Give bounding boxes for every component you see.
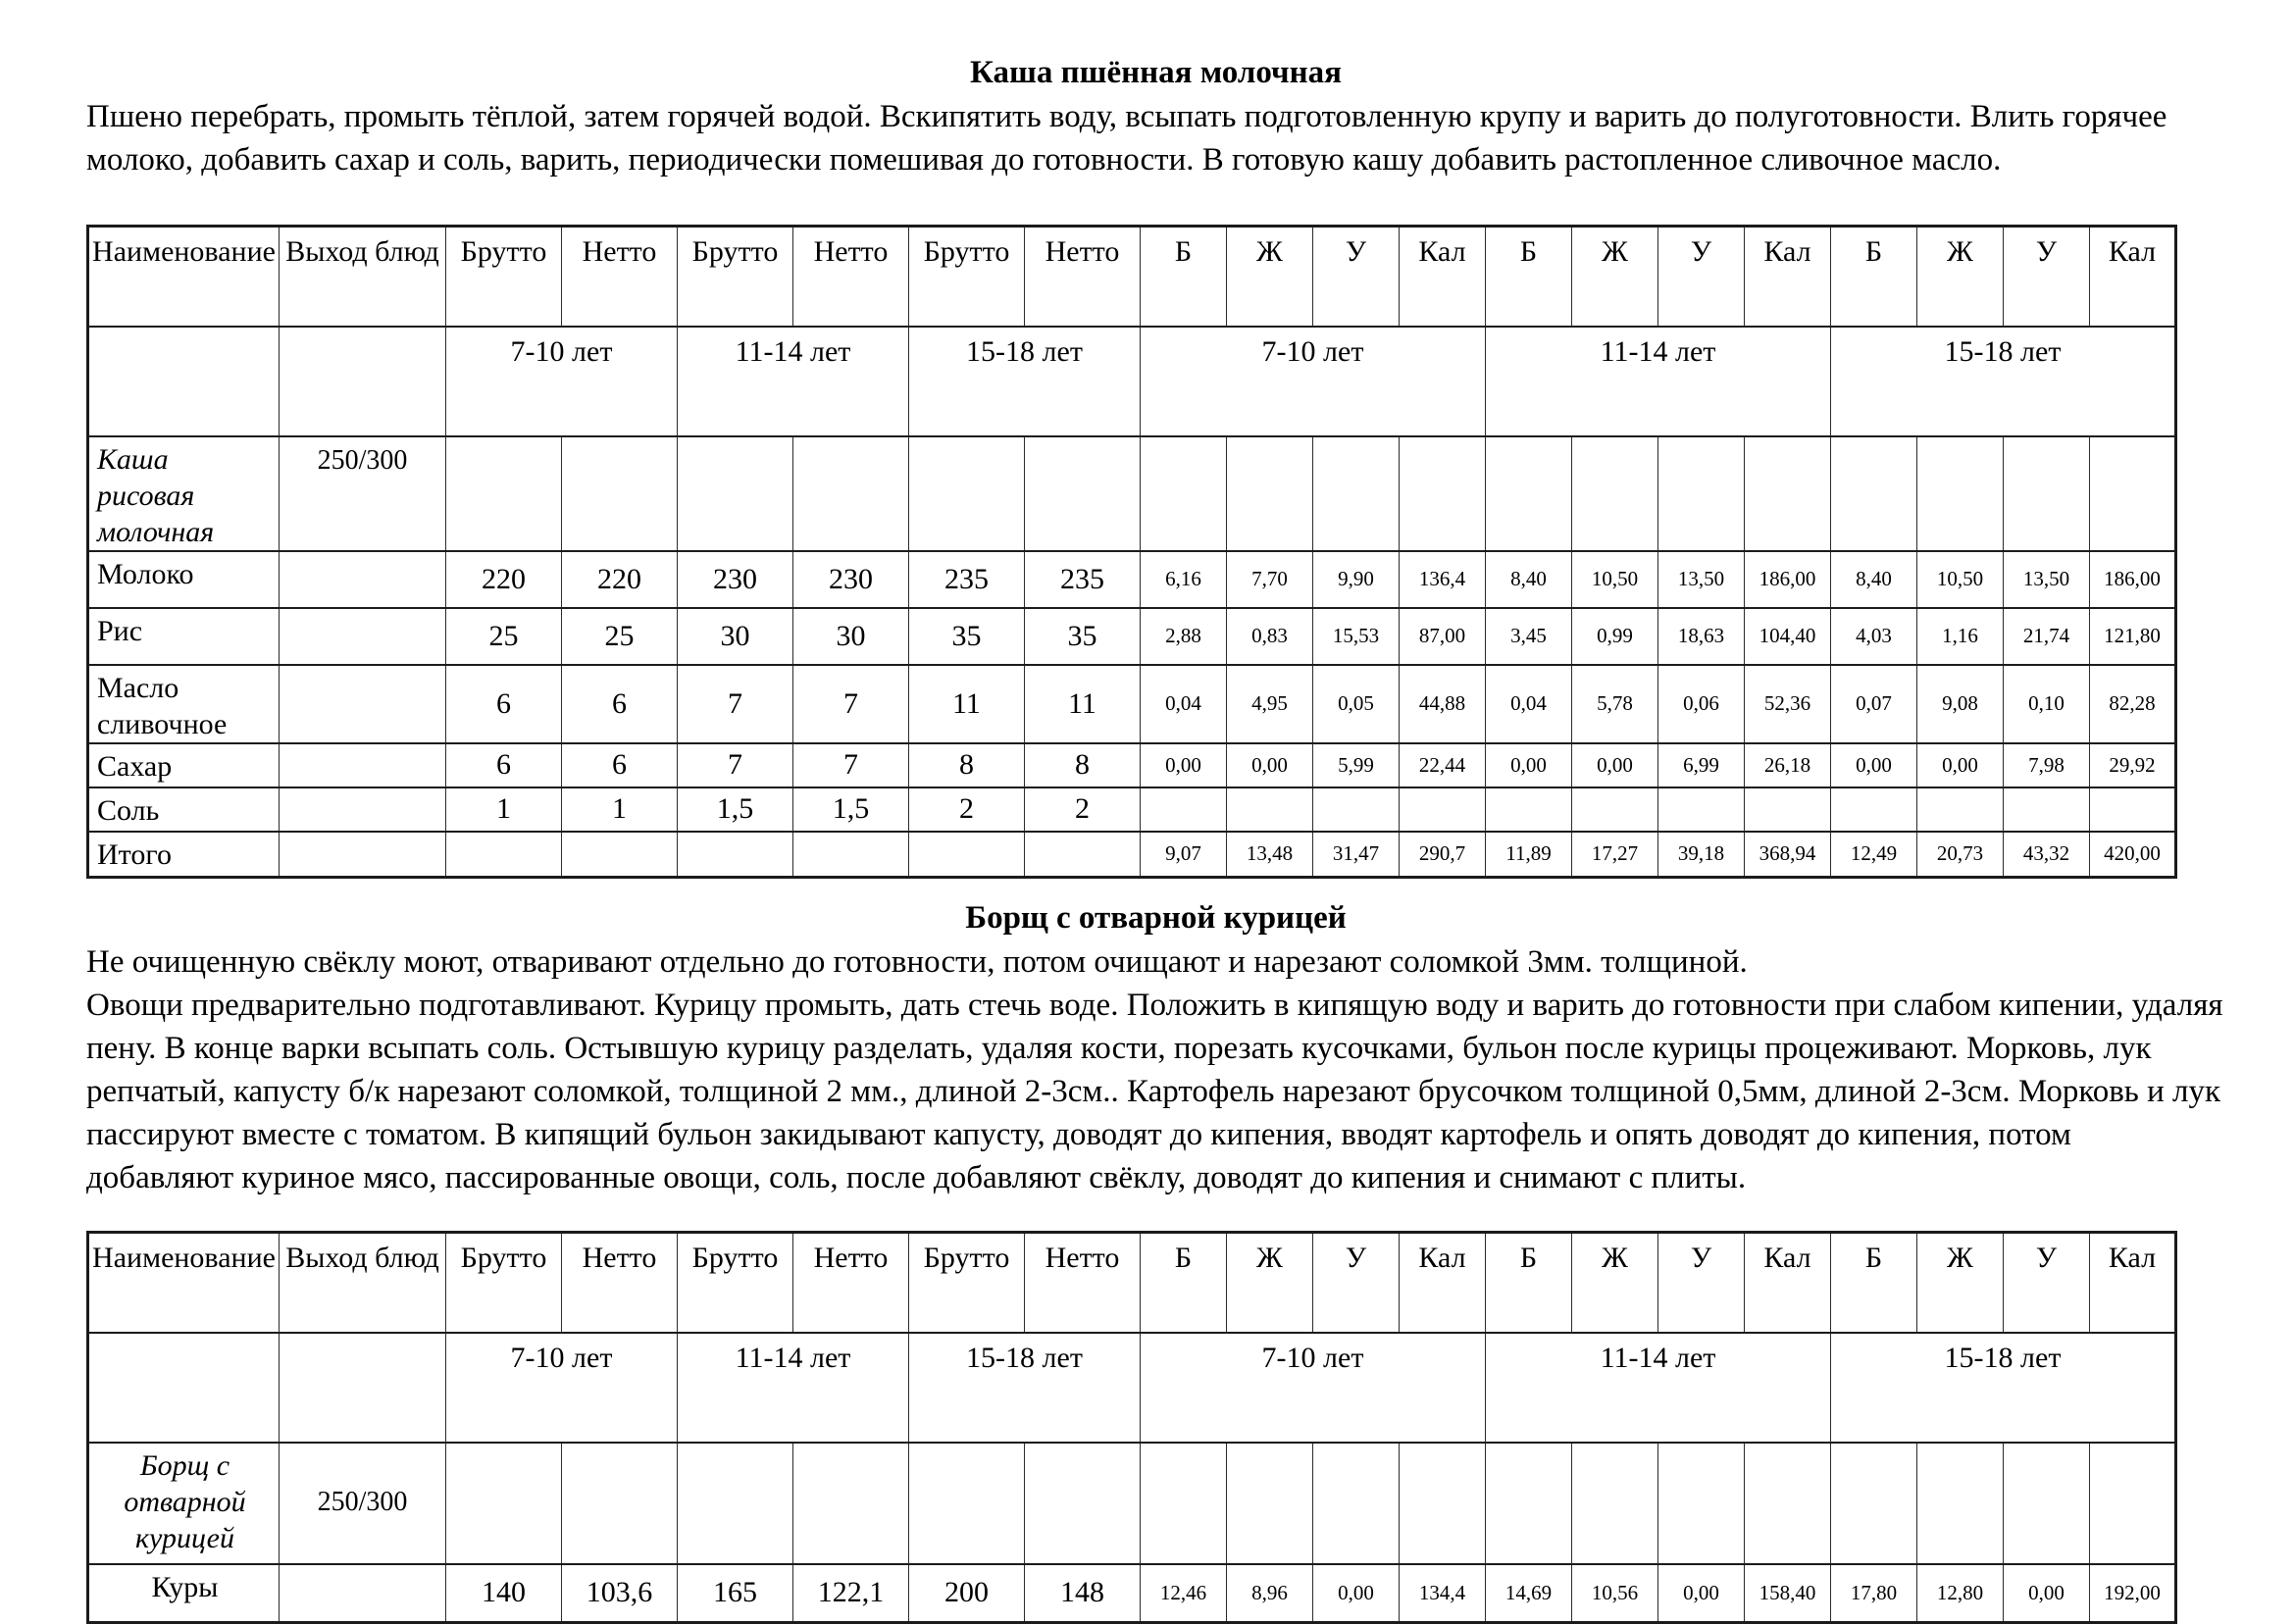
- gross-net-value-cell: [446, 436, 562, 551]
- output-portion-cell: [280, 551, 446, 608]
- column-header-cell: Наименование: [88, 227, 280, 327]
- output-portion-cell: [280, 1564, 446, 1623]
- column-header-cell: У: [1658, 1233, 1745, 1333]
- nutrition-value-cell: 0,00: [1227, 743, 1313, 787]
- nutrition-value-cell: 0,04: [1486, 665, 1572, 743]
- nutrition-table-borsch: [86, 1231, 2177, 1624]
- nutrition-value-cell: [1917, 787, 2004, 832]
- column-header-cell: У: [1313, 227, 1400, 327]
- gross-net-value-cell: [562, 832, 678, 878]
- nutrition-value-cell: [1572, 436, 1658, 551]
- column-header-cell: Кал: [2090, 227, 2176, 327]
- nutrition-value-cell: 0,00: [1917, 743, 2004, 787]
- nutrition-value-cell: 11,89: [1486, 832, 1572, 878]
- nutrition-value-cell: 3,45: [1486, 608, 1572, 665]
- recipe-section-kasha: [86, 53, 2225, 879]
- nutrition-value-cell: [1745, 787, 1831, 832]
- gross-net-value-cell: [793, 1443, 909, 1564]
- age-group-cell: 11-14 лет: [678, 1333, 909, 1443]
- nutrition-value-cell: [1400, 1443, 1486, 1564]
- column-header-cell: Брутто: [678, 1233, 793, 1333]
- nutrition-value-cell: 5,78: [1572, 665, 1658, 743]
- gross-net-value-cell: 1: [562, 787, 678, 832]
- nutrition-value-cell: 31,47: [1313, 832, 1400, 878]
- column-header-cell: У: [1658, 227, 1745, 327]
- nutrition-value-cell: 0,10: [2004, 665, 2090, 743]
- nutrition-value-cell: [1745, 436, 1831, 551]
- nutrition-value-cell: 18,63: [1658, 608, 1745, 665]
- table-head: [88, 227, 2176, 436]
- nutrition-value-cell: 17,80: [1831, 1564, 1917, 1623]
- nutrition-value-cell: 13,50: [2004, 551, 2090, 608]
- nutrition-value-cell: [2004, 787, 2090, 832]
- table-row: [88, 665, 2176, 743]
- gross-net-value-cell: [1025, 832, 1141, 878]
- table-row: [88, 787, 2176, 832]
- gross-net-value-cell: 235: [909, 551, 1025, 608]
- nutrition-value-cell: [1486, 436, 1572, 551]
- gross-net-value-cell: [678, 436, 793, 551]
- gross-net-value-cell: 220: [562, 551, 678, 608]
- column-header-cell: Б: [1831, 1233, 1917, 1333]
- nutrition-value-cell: 39,18: [1658, 832, 1745, 878]
- column-header-cell: Кал: [1745, 1233, 1831, 1333]
- gross-net-value-cell: 11: [909, 665, 1025, 743]
- empty-header-cell: [280, 327, 446, 436]
- ingredient-name-cell: Рис: [88, 608, 280, 665]
- description-paragraph: Пшено перебрать, промыть тёплой, затем горячей водой. Вскипятить воду, всыпать подготовленную крупу и варить до полуготовности. Влить горячее молоко, добавить сахар и соль, варить, периодически помешивая до готовности. В готовую кашу добавить растопленное сливочное масло.: [86, 99, 2167, 178]
- column-header-cell: Нетто: [1025, 1233, 1141, 1333]
- header-row: [88, 1233, 2176, 1333]
- column-header-cell: Кал: [1745, 227, 1831, 327]
- gross-net-value-cell: 6: [562, 665, 678, 743]
- nutrition-value-cell: 12,80: [1917, 1564, 2004, 1623]
- nutrition-value-cell: [1917, 436, 2004, 551]
- column-header-cell: Ж: [1227, 1233, 1313, 1333]
- nutrition-value-cell: 0,00: [2004, 1564, 2090, 1623]
- nutrition-value-cell: [1486, 1443, 1572, 1564]
- nutrition-value-cell: 0,07: [1831, 665, 1917, 743]
- gross-net-value-cell: [909, 436, 1025, 551]
- gross-net-value-cell: [678, 1443, 793, 1564]
- nutrition-value-cell: 9,07: [1141, 832, 1227, 878]
- nutrition-value-cell: [2004, 436, 2090, 551]
- ingredient-name-cell: Молоко: [88, 551, 280, 608]
- gross-net-value-cell: 30: [793, 608, 909, 665]
- table-row: [88, 551, 2176, 608]
- nutrition-value-cell: [1313, 787, 1400, 832]
- nutrition-value-cell: 87,00: [1400, 608, 1486, 665]
- gross-net-value-cell: [793, 832, 909, 878]
- age-group-cell: 11-14 лет: [678, 327, 909, 436]
- age-group-cell: 7-10 лет: [446, 1333, 678, 1443]
- recipe-description: [86, 95, 2225, 181]
- gross-net-value-cell: 2: [1025, 787, 1141, 832]
- gross-net-value-cell: [562, 436, 678, 551]
- nutrition-value-cell: 4,03: [1831, 608, 1917, 665]
- nutrition-value-cell: 8,40: [1831, 551, 1917, 608]
- gross-net-value-cell: 230: [793, 551, 909, 608]
- column-header-cell: Нетто: [1025, 227, 1141, 327]
- nutrition-value-cell: 0,00: [1572, 743, 1658, 787]
- column-header-cell: Б: [1831, 227, 1917, 327]
- gross-net-value-cell: 220: [446, 551, 562, 608]
- nutrition-value-cell: 136,4: [1400, 551, 1486, 608]
- nutrition-table-kasha: [86, 225, 2177, 879]
- table-body: [88, 436, 2176, 878]
- column-header-cell: Ж: [1227, 227, 1313, 327]
- nutrition-value-cell: [1227, 787, 1313, 832]
- gross-net-value-cell: 148: [1025, 1564, 1141, 1623]
- nutrition-value-cell: 104,40: [1745, 608, 1831, 665]
- column-header-cell: Кал: [1400, 227, 1486, 327]
- gross-net-value-cell: 7: [793, 665, 909, 743]
- nutrition-value-cell: 8,96: [1227, 1564, 1313, 1623]
- table-body: [88, 1443, 2176, 1623]
- nutrition-value-cell: 0,04: [1141, 665, 1227, 743]
- nutrition-value-cell: [1572, 787, 1658, 832]
- nutrition-value-cell: 5,99: [1313, 743, 1400, 787]
- nutrition-value-cell: [1313, 1443, 1400, 1564]
- nutrition-value-cell: 43,32: [2004, 832, 2090, 878]
- gross-net-value-cell: 11: [1025, 665, 1141, 743]
- column-header-cell: Выход блюд: [280, 227, 446, 327]
- ingredient-name-cell: Соль: [88, 787, 280, 832]
- gross-net-value-cell: 8: [1025, 743, 1141, 787]
- gross-net-value-cell: 7: [793, 743, 909, 787]
- nutrition-value-cell: 192,00: [2090, 1564, 2176, 1623]
- nutrition-value-cell: [1658, 436, 1745, 551]
- gross-net-value-cell: 230: [678, 551, 793, 608]
- nutrition-value-cell: 8,40: [1486, 551, 1572, 608]
- nutrition-value-cell: 13,50: [1658, 551, 1745, 608]
- column-header-cell: Кал: [1400, 1233, 1486, 1333]
- nutrition-value-cell: [1745, 1443, 1831, 1564]
- output-portion-cell: 250/300: [280, 1443, 446, 1564]
- nutrition-value-cell: 0,05: [1313, 665, 1400, 743]
- nutrition-value-cell: 14,69: [1486, 1564, 1572, 1623]
- gross-net-value-cell: 122,1: [793, 1564, 909, 1623]
- table-row: [88, 743, 2176, 787]
- empty-header-cell: [88, 1333, 280, 1443]
- nutrition-value-cell: 29,92: [2090, 743, 2176, 787]
- nutrition-value-cell: 9,90: [1313, 551, 1400, 608]
- nutrition-value-cell: 0,06: [1658, 665, 1745, 743]
- ingredient-name-cell: Каша рисовая молочная: [88, 436, 280, 551]
- nutrition-value-cell: 17,27: [1572, 832, 1658, 878]
- nutrition-value-cell: [1313, 436, 1400, 551]
- nutrition-value-cell: 26,18: [1745, 743, 1831, 787]
- column-header-cell: Нетто: [793, 227, 909, 327]
- gross-net-value-cell: 6: [446, 743, 562, 787]
- gross-net-value-cell: 35: [1025, 608, 1141, 665]
- nutrition-value-cell: 82,28: [2090, 665, 2176, 743]
- nutrition-value-cell: [1400, 436, 1486, 551]
- table-row: [88, 608, 2176, 665]
- output-portion-cell: [280, 743, 446, 787]
- empty-header-cell: [280, 1333, 446, 1443]
- nutrition-value-cell: [2090, 787, 2176, 832]
- output-portion-cell: [280, 832, 446, 878]
- column-header-cell: У: [1313, 1233, 1400, 1333]
- nutrition-value-cell: 12,46: [1141, 1564, 1227, 1623]
- nutrition-value-cell: 10,50: [1917, 551, 2004, 608]
- gross-net-value-cell: [1025, 436, 1141, 551]
- nutrition-value-cell: 158,40: [1745, 1564, 1831, 1623]
- nutrition-value-cell: 4,95: [1227, 665, 1313, 743]
- nutrition-value-cell: 290,7: [1400, 832, 1486, 878]
- nutrition-value-cell: 121,80: [2090, 608, 2176, 665]
- nutrition-value-cell: 186,00: [1745, 551, 1831, 608]
- nutrition-value-cell: 10,56: [1572, 1564, 1658, 1623]
- nutrition-value-cell: 0,00: [1486, 743, 1572, 787]
- column-header-cell: Нетто: [562, 227, 678, 327]
- table-row: [88, 436, 2176, 551]
- recipe-title: Каша пшённая молочная: [969, 55, 1342, 90]
- column-header-cell: Б: [1486, 227, 1572, 327]
- gross-net-value-cell: [909, 1443, 1025, 1564]
- ingredient-name-cell: Сахар: [88, 743, 280, 787]
- column-header-cell: Ж: [1917, 1233, 2004, 1333]
- nutrition-value-cell: [1227, 1443, 1313, 1564]
- gross-net-value-cell: [562, 1443, 678, 1564]
- gross-net-value-cell: 25: [446, 608, 562, 665]
- ingredient-name-cell: Масло сливочное: [88, 665, 280, 743]
- column-header-cell: Нетто: [562, 1233, 678, 1333]
- column-header-cell: Кал: [2090, 1233, 2176, 1333]
- nutrition-value-cell: 134,4: [1400, 1564, 1486, 1623]
- gross-net-value-cell: [446, 832, 562, 878]
- nutrition-value-cell: 7,98: [2004, 743, 2090, 787]
- gross-net-value-cell: 1,5: [678, 787, 793, 832]
- gross-net-value-cell: 1,5: [793, 787, 909, 832]
- nutrition-value-cell: 13,48: [1227, 832, 1313, 878]
- nutrition-value-cell: 44,88: [1400, 665, 1486, 743]
- column-header-cell: У: [2004, 227, 2090, 327]
- recipe-title: Борщ с отварной курицей: [965, 900, 1347, 936]
- column-header-cell: Брутто: [909, 1233, 1025, 1333]
- output-portion-cell: [280, 665, 446, 743]
- nutrition-value-cell: [1141, 787, 1227, 832]
- column-header-cell: Ж: [1917, 227, 2004, 327]
- table-row: [88, 1443, 2176, 1564]
- nutrition-value-cell: [1658, 1443, 1745, 1564]
- gross-net-value-cell: 140: [446, 1564, 562, 1623]
- ingredient-name-cell: Итого: [88, 832, 280, 878]
- gross-net-value-cell: 7: [678, 743, 793, 787]
- age-group-cell: 7-10 лет: [1141, 1333, 1486, 1443]
- nutrition-value-cell: [1141, 1443, 1227, 1564]
- nutrition-value-cell: 6,16: [1141, 551, 1227, 608]
- column-header-cell: Выход блюд: [280, 1233, 446, 1333]
- nutrition-value-cell: 22,44: [1400, 743, 1486, 787]
- table-row: [88, 1564, 2176, 1623]
- age-group-cell: 15-18 лет: [1831, 1333, 2176, 1443]
- nutrition-value-cell: 12,49: [1831, 832, 1917, 878]
- column-header-cell: Наименование: [88, 1233, 280, 1333]
- nutrition-value-cell: 20,73: [1917, 832, 2004, 878]
- gross-net-value-cell: 6: [446, 665, 562, 743]
- gross-net-value-cell: 103,6: [562, 1564, 678, 1623]
- column-header-cell: Нетто: [793, 1233, 909, 1333]
- column-header-cell: Б: [1141, 1233, 1227, 1333]
- gross-net-value-cell: 235: [1025, 551, 1141, 608]
- nutrition-value-cell: 0,83: [1227, 608, 1313, 665]
- column-header-cell: Брутто: [446, 1233, 562, 1333]
- age-group-cell: 11-14 лет: [1486, 1333, 1831, 1443]
- column-header-cell: Брутто: [446, 227, 562, 327]
- gross-net-value-cell: 35: [909, 608, 1025, 665]
- gross-net-value-cell: 7: [678, 665, 793, 743]
- nutrition-value-cell: [1658, 787, 1745, 832]
- gross-net-value-cell: 30: [678, 608, 793, 665]
- column-header-cell: Б: [1486, 1233, 1572, 1333]
- nutrition-value-cell: [2090, 1443, 2176, 1564]
- empty-header-cell: [88, 327, 280, 436]
- nutrition-value-cell: 420,00: [2090, 832, 2176, 878]
- nutrition-value-cell: [1486, 787, 1572, 832]
- output-portion-cell: [280, 787, 446, 832]
- nutrition-value-cell: 0,00: [1658, 1564, 1745, 1623]
- description-paragraph: Овощи предварительно подготавливают. Курицу промыть, дать стечь воде. Положить в кипящую воду и варить до готовности при слабом кипении, удаляя пену. В конце варки всыпать соль. Остывшую курицу разделать, удаляя кости, порезать кусочками, бульон после курицы процеживают. Морковь, лук репчатый, капусту б/к нарезают соломкой, толщиной 2 мм., длиной 2-3см.. Картофель нарезают брусочком толщиной 0,5мм, длиной 2-3см. Морковь и лук пассируют вместе с томатом. В кипящий бульон закидывают капусту, доводят до кипения, вводят картофель и опять доводят до кипения, потом добавляют куриное мясо, пассированные овощи, соль, после добавляют свёклу, доводят до кипения и снимают с плиты.: [86, 988, 2223, 1195]
- column-header-cell: Брутто: [909, 227, 1025, 327]
- nutrition-value-cell: 21,74: [2004, 608, 2090, 665]
- nutrition-value-cell: [2090, 436, 2176, 551]
- age-group-cell: 15-18 лет: [909, 327, 1141, 436]
- nutrition-value-cell: 0,00: [1313, 1564, 1400, 1623]
- nutrition-value-cell: [2004, 1443, 2090, 1564]
- table-head: [88, 1233, 2176, 1443]
- gross-net-value-cell: 6: [562, 743, 678, 787]
- nutrition-value-cell: 9,08: [1917, 665, 2004, 743]
- gross-net-value-cell: [793, 436, 909, 551]
- nutrition-value-cell: 0,00: [1141, 743, 1227, 787]
- column-header-cell: Брутто: [678, 227, 793, 327]
- nutrition-value-cell: 52,36: [1745, 665, 1831, 743]
- age-group-cell: 15-18 лет: [909, 1333, 1141, 1443]
- age-group-row: [88, 327, 2176, 436]
- nutrition-value-cell: 10,50: [1572, 551, 1658, 608]
- gross-net-value-cell: [446, 1443, 562, 1564]
- column-header-cell: Б: [1141, 227, 1227, 327]
- recipe-description: [86, 940, 2225, 1199]
- nutrition-value-cell: 7,70: [1227, 551, 1313, 608]
- nutrition-value-cell: [1400, 787, 1486, 832]
- gross-net-value-cell: [678, 832, 793, 878]
- nutrition-value-cell: [1227, 436, 1313, 551]
- age-group-row: [88, 1333, 2176, 1443]
- gross-net-value-cell: 165: [678, 1564, 793, 1623]
- gross-net-value-cell: 200: [909, 1564, 1025, 1623]
- nutrition-value-cell: [1917, 1443, 2004, 1564]
- gross-net-value-cell: 1: [446, 787, 562, 832]
- column-header-cell: Ж: [1572, 227, 1658, 327]
- nutrition-value-cell: 2,88: [1141, 608, 1227, 665]
- output-portion-cell: 250/300: [280, 436, 446, 551]
- header-row: [88, 227, 2176, 327]
- table-row: [88, 832, 2176, 878]
- nutrition-value-cell: [1141, 436, 1227, 551]
- gross-net-value-cell: [1025, 1443, 1141, 1564]
- age-group-cell: 15-18 лет: [1831, 327, 2176, 436]
- age-group-cell: 7-10 лет: [446, 327, 678, 436]
- nutrition-value-cell: 0,99: [1572, 608, 1658, 665]
- recipe-section-borsch: [86, 898, 2225, 1624]
- nutrition-value-cell: 1,16: [1917, 608, 2004, 665]
- gross-net-value-cell: 2: [909, 787, 1025, 832]
- nutrition-value-cell: 186,00: [2090, 551, 2176, 608]
- nutrition-value-cell: [1831, 1443, 1917, 1564]
- gross-net-value-cell: 25: [562, 608, 678, 665]
- gross-net-value-cell: 8: [909, 743, 1025, 787]
- description-paragraph: Не очищенную свёклу моют, отваривают отдельно до готовности, потом очищают и нарезают соломкой 3мм. толщиной.: [86, 944, 1748, 980]
- nutrition-value-cell: 15,53: [1313, 608, 1400, 665]
- age-group-cell: 7-10 лет: [1141, 327, 1486, 436]
- gross-net-value-cell: [909, 832, 1025, 878]
- nutrition-value-cell: [1572, 1443, 1658, 1564]
- nutrition-value-cell: [1831, 436, 1917, 551]
- column-header-cell: У: [2004, 1233, 2090, 1333]
- ingredient-name-cell: Куры: [88, 1564, 280, 1623]
- age-group-cell: 11-14 лет: [1486, 327, 1831, 436]
- nutrition-value-cell: [1831, 787, 1917, 832]
- nutrition-value-cell: 368,94: [1745, 832, 1831, 878]
- nutrition-value-cell: 6,99: [1658, 743, 1745, 787]
- output-portion-cell: [280, 608, 446, 665]
- ingredient-name-cell: Борщ с отварной курицей: [88, 1443, 280, 1564]
- nutrition-value-cell: 0,00: [1831, 743, 1917, 787]
- column-header-cell: Ж: [1572, 1233, 1658, 1333]
